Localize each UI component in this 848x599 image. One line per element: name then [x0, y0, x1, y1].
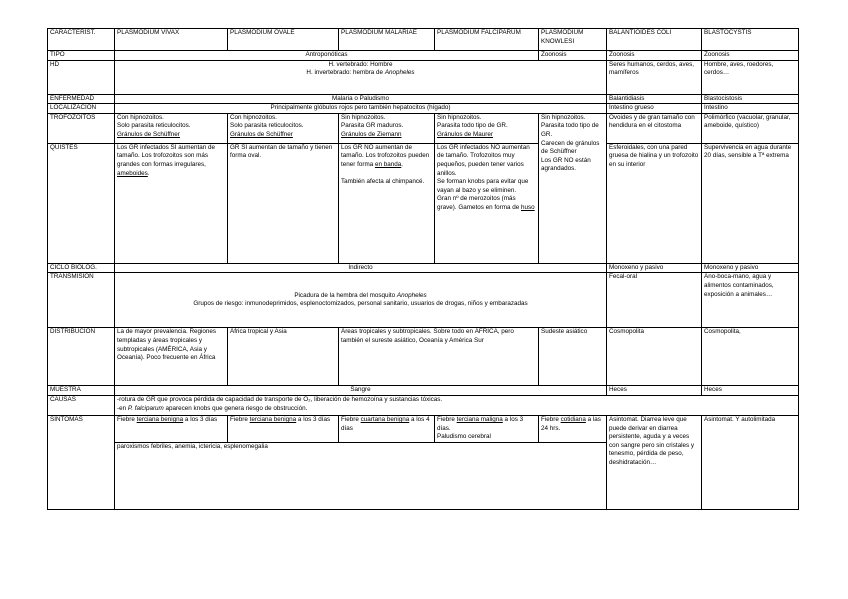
muestra-plasmodium: Sangre: [115, 386, 607, 396]
causas-line2-suffix: aparecen knobs que genera riesgo de obstrucción.: [163, 404, 308, 412]
tipo-balantioides: Zoonosis: [607, 51, 702, 61]
sintomas-vivax: [115, 415, 228, 442]
sintomas-knowlesi-a: Fiebre: [541, 415, 561, 423]
sintomas-blastocystis: Asintomat. Y autolimitada: [702, 415, 799, 509]
distribucion-balantioides: Cosmopolita: [607, 328, 702, 386]
sintomas-malariae-u: cuartana benigna: [360, 415, 410, 423]
hd-line2: [117, 69, 604, 78]
sintomas-falciparum: [435, 415, 539, 442]
quistes-falciparum-underlined: huso: [521, 203, 535, 211]
row-quistes: [48, 143, 799, 263]
causas-line2-italic: P. falciparum: [127, 404, 164, 412]
trofozoitos-malariae-1: Sin hipnozoitos.: [341, 113, 386, 121]
localizacion-plasmodium: Principalmente glóbulos rojos pero también hepatocitos (hígado): [115, 104, 607, 114]
header-falciparum: PLASMODIUM FALCIPARUM: [435, 29, 539, 51]
trofozoitos-quistes-knowlesi: Sin hipnozoitos. Parasita todo tipo de GR. Carecen de gránulos de Schüffner Los GR NO están agrandados.: [539, 113, 607, 263]
sintomas-falciparum-b: a los 3 días.: [437, 415, 524, 432]
header-blastocystis: BLASTOCYSTIS: [702, 29, 799, 51]
localizacion-balantioides: Intestino grueso: [607, 104, 702, 114]
trofozoitos-falciparum-1: Sin hipnozoitos.: [437, 113, 482, 121]
row-distribucion: [48, 328, 799, 386]
sintomas-ovale-u: terciana benigna: [249, 415, 297, 423]
enfermedad-balantioides: Balantidiasis: [607, 94, 702, 104]
transmision-blastocystis: Ano-boca-mano, agua y alimentos contaminados, exposición a animales…: [702, 273, 799, 328]
header-row: [48, 29, 799, 51]
tipo-blastocystis: Zoonosis: [702, 51, 799, 61]
row-sintomas: [48, 415, 799, 442]
header-ovale: PLASMODIUM OVALE: [228, 29, 339, 51]
quistes-malariae-underlined: en banda: [374, 160, 402, 168]
muestra-blastocystis: Heces: [702, 386, 799, 396]
trofozoitos-ovale-3: Gránulos de Schüffner: [230, 130, 293, 138]
hd-line1: H. vertebrado: Hombre: [328, 60, 393, 68]
row-localizacion: [48, 104, 799, 114]
header-malariae: PLASMODIUM MALARIAE: [339, 29, 435, 51]
distribucion-knowlesi: Sudeste asiático: [539, 328, 607, 386]
quistes-vivax-end: .: [147, 169, 150, 177]
label-hd: HD: [48, 60, 115, 94]
distribucion-malariae-falciparum: Áreas tropicales y subtropicales. Sobre todo en ÁFRICA, pero también el sureste asiático, Oceanía y América Sur: [339, 328, 539, 386]
transmision-line1-italic: Anopheles: [396, 291, 427, 299]
ciclo-plasmodium: Indirecto: [115, 263, 607, 273]
tipo-plasmodium: Antroponóticas: [115, 51, 539, 61]
label-causas: CAUSAS: [48, 395, 115, 415]
trofozoitos-vivax-1: Con hipnozoitos.: [117, 113, 164, 121]
sintomas-ovale-b: a los 3 días: [296, 415, 331, 423]
distribucion-ovale: África tropical y Asia: [228, 328, 339, 386]
quistes-vivax-underlined: ameboides: [117, 169, 148, 177]
row-causas: [48, 395, 799, 415]
label-muestra: MUESTRA: [48, 386, 115, 396]
sintomas-balantioides: Asintomat. Diarrea leve que puede derivar en diarrea persistente, aguda y a veces con sangre pero sin cristales y tenesmo, pérdida de peso, deshidratación…: [607, 415, 702, 509]
row-muestra: [48, 386, 799, 396]
label-localizacion: LOCALIZACIÓN: [48, 104, 115, 114]
trofozoitos-balantioides: Ovoides y de gran tamaño con hendidura en el citostoma: [607, 113, 702, 143]
causas-line2: [117, 405, 796, 414]
trofozoitos-vivax-3: Gránulos de Schüffner: [117, 130, 180, 138]
causas-text: [115, 395, 799, 415]
quistes-malariae-end: .: [401, 160, 403, 168]
sintomas-malariae-b: a los 4 días: [341, 415, 430, 432]
quistes-vivax: [115, 143, 228, 263]
transmision-balantioides: Fecal-oral: [607, 273, 702, 328]
row-tipo: [48, 51, 799, 61]
header-knowlesi: PLASMODIUM KNOWLESI: [539, 29, 607, 51]
ciclo-blastocystis: Monoxeno y pasivo: [702, 263, 799, 273]
quistes-vivax-text: Los GR infectados SI aumentan de tamaño. Los trofozoitos son más grandes con formas irregulares,: [117, 143, 216, 168]
transmision-line1: [117, 292, 604, 301]
trofozoitos-vivax: [115, 113, 228, 143]
trofozoitos-vivax-2: Solo parasita reticulocitos.: [117, 122, 191, 130]
hd-plasmodium: [115, 60, 607, 94]
trofozoitos-ovale: [228, 113, 339, 143]
trofozoitos-ovale-1: Con hipnozoitos.: [230, 113, 277, 121]
row-enfermedad: [48, 94, 799, 104]
quistes-falciparum: [435, 143, 539, 263]
sintomas-vivax-u: terciana benigna: [136, 415, 184, 423]
sintomas-common: paroxismos febriles, anemia, ictericia, esplenomegalia: [115, 442, 607, 509]
trofozoitos-ovale-2: Solo parasita reticulocitos.: [230, 122, 304, 130]
enfermedad-plasmodium: Malaria o Paludismo: [115, 94, 607, 104]
header-balantioides: BALANTIOIDES COLI: [607, 29, 702, 51]
hd-line2-prefix: H. invertebrado: hembra de: [306, 69, 385, 77]
label-trofozoitos: TROFOZOITOS: [48, 113, 115, 143]
sintomas-vivax-b: a los 3 días: [183, 415, 218, 423]
quistes-falciparum-text: Los GR infectados NO aumentan de tamaño. Trofozoitos muy pequeños, pueden tener varios anillos. Se forman knobs para evitar que vayan al bazo y se eliminen. Gran nº de merozoitos (más grave). Gametos en forma de: [437, 143, 530, 211]
distribucion-vivax: La de mayor prevalencia. Regiones templadas y áreas tropicales y subtropicales (AMÉRICA, Asia y Oceanía). Poco frecuente en África: [115, 328, 228, 386]
transmision-line1-prefix: Picadura de la hembra del mosquito: [294, 291, 397, 299]
quistes-malariae-text: Los GR NO aumentan de tamaño. Los trofozoitos pueden tener forma: [341, 143, 430, 168]
causas-line2-prefix: -en: [117, 404, 128, 412]
label-sintomas: SINTOMAS: [48, 415, 115, 509]
sintomas-falciparum-u: terciana maligna: [456, 415, 503, 423]
quistes-ovale: GR SI aumentan de tamaño y tienen forma oval.: [228, 143, 339, 263]
row-hd: [48, 60, 799, 94]
trofozoitos-blastocystis: Polimórfico (vacuolar, granular, ameboide, quístico): [702, 113, 799, 143]
enfermedad-blastocystis: Blastocistosis: [702, 94, 799, 104]
transmision-plasmodium: [115, 273, 607, 328]
row-ciclo: [48, 263, 799, 273]
trofozoitos-falciparum-3: Gránulos de Maurer: [437, 130, 493, 138]
distribucion-blastocystis: Cosmopolita,: [702, 328, 799, 386]
label-enfermedad: ENFERMEDAD: [48, 94, 115, 104]
muestra-balantioides: Heces: [607, 386, 702, 396]
hd-balantioides: Seres humanos, cerdos, aves, mamíferos: [607, 60, 702, 94]
label-ciclo: CICLO BIOLÓG.: [48, 263, 115, 273]
sintomas-malariae: [339, 415, 435, 442]
trofozoitos-falciparum-2: Parasita todo tipo de GR.: [437, 122, 508, 130]
trofozoitos-malariae-2: Parasita GR maduros.: [341, 122, 404, 130]
sintomas-ovale-a: Fiebre: [230, 415, 250, 423]
row-transmision: [48, 273, 799, 328]
sintomas-ovale: [228, 415, 339, 442]
label-quistes: QUISTES: [48, 143, 115, 263]
trofozoitos-malariae: [339, 113, 435, 143]
trofozoitos-falciparum: [435, 113, 539, 143]
hd-line2-italic: Anopheles: [384, 69, 415, 77]
hd-blastocystis: Hombre, aves, roedores, cerdos…: [702, 60, 799, 94]
comparison-table: [47, 28, 799, 510]
label-distribucion: DISTRIBUCIÓN: [48, 328, 115, 386]
quistes-malariae-chimp: También afecta al chimpancé.: [341, 177, 425, 185]
row-trofozoitos: [48, 113, 799, 143]
sintomas-knowlesi-b: a las 24 hrs.: [541, 415, 601, 432]
sintomas-falciparum-a: Fiebre: [437, 415, 457, 423]
label-transmision: TRANSMISIÓN: [48, 273, 115, 328]
quistes-blastocystis: Supervivencia en agua durante 20 días, sensible a Tª extrema: [702, 143, 799, 263]
quistes-balantioides: Esferoidales, con una pared gruesa de hialina y un trofozoito en su interior: [607, 143, 702, 263]
sintomas-falciparum-c: Paludismo cerebral: [437, 433, 491, 441]
sintomas-vivax-a: Fiebre: [117, 415, 137, 423]
trofozoitos-malariae-3: Gránulos de Ziemann: [341, 130, 402, 138]
transmision-line2: Grupos de riesgo: inmunodeprimidos, esplenoctomizados, personal sanitario, usuarios de drogas, niños y embarazadas: [193, 300, 528, 308]
sintomas-knowlesi: [539, 415, 607, 442]
causas-line1: -rotura de GR que provoca pérdida de capacidad de transporte de O₂, liberación de hemozoína y sustancias tóxicas.: [117, 395, 443, 403]
header-vivax: PLASMODIUM VIVAX: [115, 29, 228, 51]
sintomas-knowlesi-u: cotidiana: [560, 415, 586, 423]
localizacion-blastocystis: Intestino: [702, 104, 799, 114]
sintomas-malariae-a: Fiebre: [341, 415, 361, 423]
quistes-malariae: [339, 143, 435, 263]
tipo-knowlesi: Zoonosis: [539, 51, 607, 61]
header-characteristic: CARACTERÍST.: [48, 29, 115, 51]
ciclo-balantioides: Monoxeno y pasivo: [607, 263, 702, 273]
label-tipo: TIPO: [48, 51, 115, 61]
